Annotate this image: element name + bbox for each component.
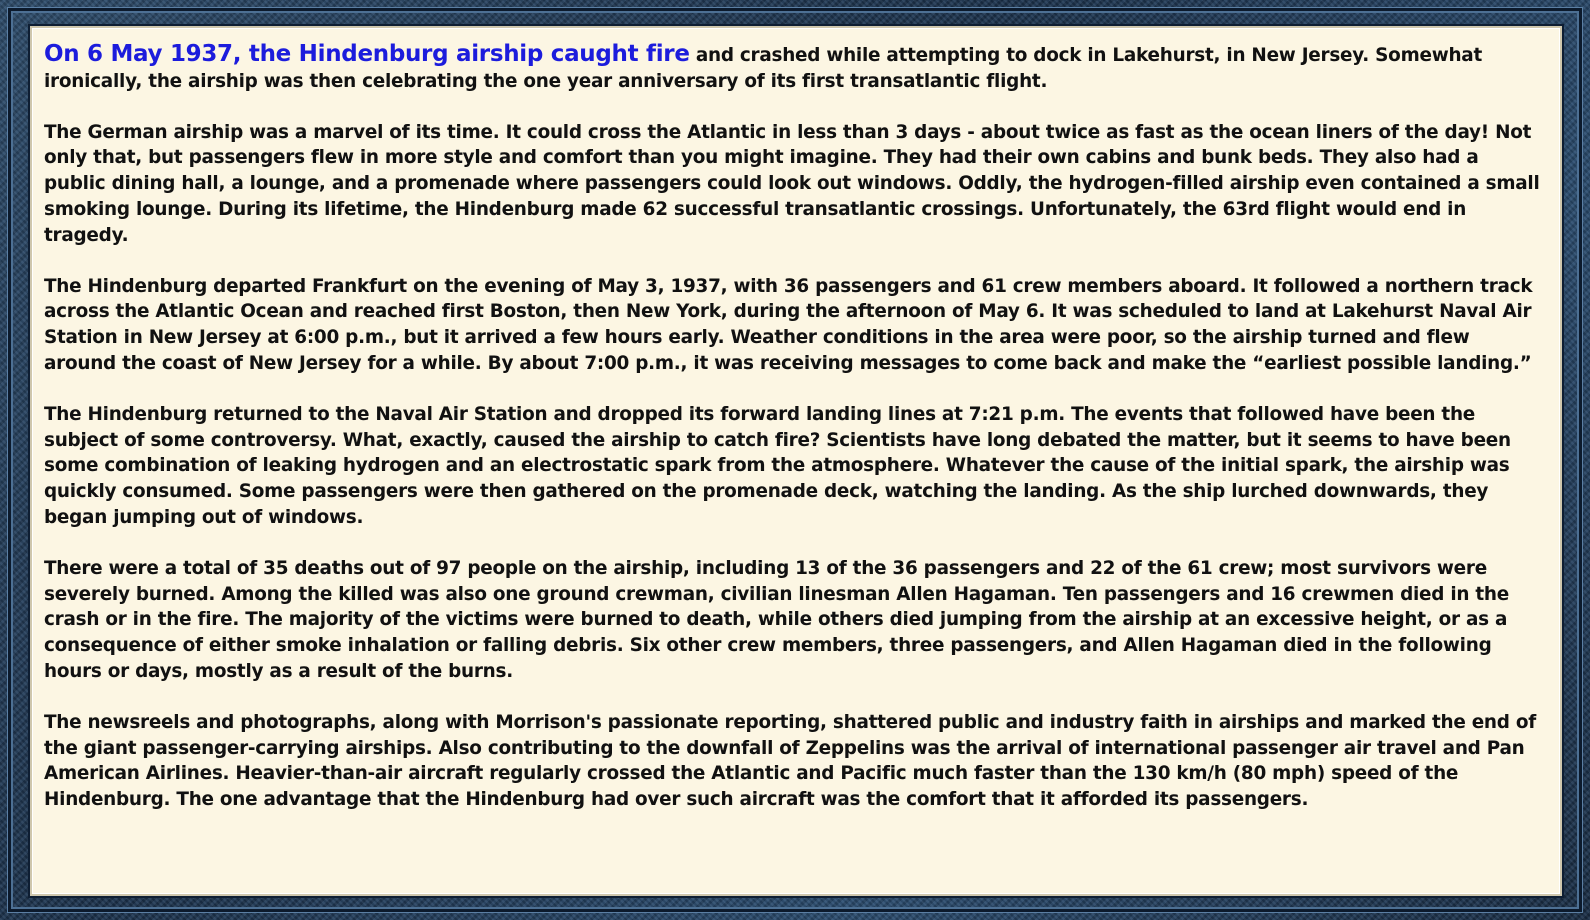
paragraph-fire: The Hindenburg returned to the Naval Air Station and dropped its forward landing lines at 7:21 p.m. The events that followed have been the subject of some controversy. What, exactly, caused the airship to catch fire? Scientists have long debated the matter, but it seems to have been some combination of leaking hydrogen and an electrostatic spark from the atmosphere. Whatever the cause of the initial spark, the airship was quickly consumed. Some passengers were then gathered on the promenade deck, watching the landing. As the ship lurched downwards, they began jumping out of windows. [44, 403, 1511, 528]
paragraph-aftermath: The newsreels and photographs, along with Morrison's passionate reporting, shattered public and industry faith in airships and marked the end of the giant passenger-carrying airships. Also contributing to the downfall of Zeppelins was the arrival of international passenger air travel and Pan American Airlines. Heavier-than-air aircraft regularly crossed the Atlantic and Pacific much faster than the 130 km/h (80 mph) speed of the Hindenburg. The one advantage that the Hindenburg had over such aircraft was the comfort that it afforded its passengers. [44, 711, 1536, 811]
paragraph-intro [44, 42, 1546, 95]
paragraph-departure: The Hindenburg departed Frankfurt on the evening of May 3, 1937, with 36 passengers and 61 crew members aboard. It followed a northern track across the Atlantic Ocean and reached first Boston, then New York, during the afternoon of May 6. It was scheduled to land at Lakehurst Naval Air Station in New Jersey at 6:00 p.m., but it arrived a few hours early. Weather conditions in the area were poor, so the airship turned and flew around the coast of New Jersey for a while. By about 7:00 p.m., it was receiving messages to come back and make the “earliest possible landing.” [44, 275, 1533, 374]
paragraph-airship-description: The German airship was a marvel of its time. It could cross the Atlantic in less than 3 days - about twice as fast as the ocean liners of the day! Not only that, but passengers flew in more style and comfort than you might imagine. They had their own cabins and bunk beds. They also had a public dining hall, a lounge, and a promenade where passengers could look out windows. Oddly, the hydrogen-filled airship even contained a small smoking lounge. During its lifetime, the Hindenburg made 62 successful transatlantic crossings. Unfortunately, the 63rd flight would end in tragedy. [44, 121, 1540, 246]
paragraph-casualties: There were a total of 35 deaths out of 97 people on the airship, including 13 of the 36 passengers and 22 of the 61 crew; most survivors were severely burned. Among the killed was also one ground crewman, civilian linesman Allen Hagaman. Ten passengers and 16 crewmen died in the crash or in the fire. The majority of the victims were burned to death, while others died jumping from the airship at an excessive height, or as a consequence of either smoke inhalation or falling debris. Six other crew members, three passengers, and Allen Hagaman died in the following hours or days, mostly as a result of the burns. [44, 557, 1509, 682]
lead-rest: and crashed while attempting to dock in Lakehurst, in New Jersey. Somewhat ironically, the airship was then celebrating the one year anniversary of its first transatlantic flight. [44, 45, 1482, 92]
lead-highlight: On 6 May 1937, the Hindenburg airship caught fire [44, 41, 690, 67]
article-panel [30, 26, 1562, 896]
